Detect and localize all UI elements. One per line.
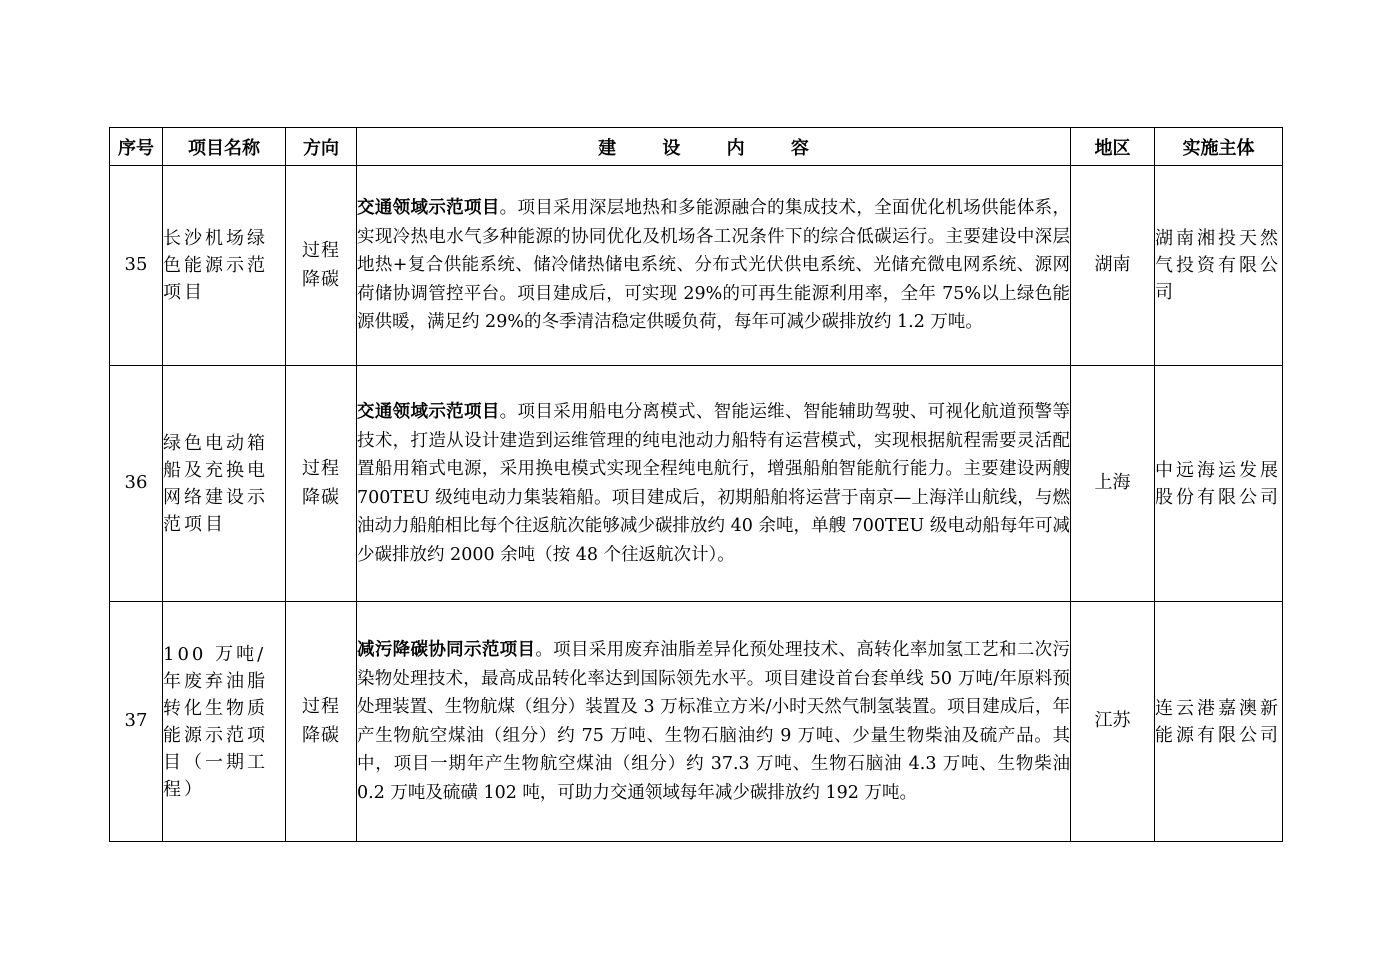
header-index: 序号 xyxy=(110,128,163,166)
table-row xyxy=(110,602,1283,842)
entity-cell: 湖南湘投天然气投资有限公司 xyxy=(1155,166,1283,366)
header-entity: 实施主体 xyxy=(1155,128,1283,166)
table-row xyxy=(110,166,1283,366)
entity-cell: 连云港嘉澳新能源有限公司 xyxy=(1155,602,1283,842)
region-cell: 湖南 xyxy=(1071,166,1155,366)
direction-cell xyxy=(286,366,357,602)
direction-line1: 过程 xyxy=(302,240,340,261)
region-cell: 上海 xyxy=(1071,366,1155,602)
row-index: 35 xyxy=(110,166,163,366)
direction-line2: 降碳 xyxy=(302,486,340,508)
content-lead: 交通领域示范项目 xyxy=(357,198,500,219)
direction-line1: 过程 xyxy=(302,458,340,479)
project-name: 100 万吨/年废弃油脂转化生物质能源示范项目（一期工程） xyxy=(163,602,286,842)
content-body: 。项目采用船电分离模式、智能运维、智能辅助驾驶、可视化航道预警等技术，打造从设计建造到运维管理的纯电池动力船特有运营模式，实现根据航程需要灵活配置船用箱式电源，采用换电模式实现全程纯电航行，增强船舶智能航行能力。主要建设两艘 700TEU 级纯电动力集装箱船。项目建成后，初期船舶将运营于南京—上海洋山航线，与燃油动力船舶相比每个往返航次能够减少碳排放约 40 余吨，单艘 700TEU 级电动船每年可减少碳排放约 2000 余吨（按 48 个往返航次计）。 xyxy=(357,402,1071,565)
table-header-row xyxy=(110,128,1283,166)
project-name: 绿色电动箱船及充换电网络建设示范项目 xyxy=(163,366,286,602)
header-name: 项目名称 xyxy=(163,128,286,166)
direction-line1: 过程 xyxy=(302,696,340,717)
direction-cell xyxy=(286,602,357,842)
direction-line2: 降碳 xyxy=(302,268,340,290)
content-cell xyxy=(357,602,1071,842)
row-index: 37 xyxy=(110,602,163,842)
row-index: 36 xyxy=(110,366,163,602)
content-lead: 减污降碳协同示范项目 xyxy=(357,640,536,660)
content-cell xyxy=(357,166,1071,366)
header-direction: 方向 xyxy=(286,128,357,166)
content-cell xyxy=(357,366,1071,602)
region-cell: 江苏 xyxy=(1071,602,1155,842)
direction-line2: 降碳 xyxy=(302,724,340,746)
header-content: 建 设 内 容 xyxy=(357,128,1071,166)
header-region: 地区 xyxy=(1071,128,1155,166)
project-name: 长沙机场绿色能源示范项目 xyxy=(163,166,286,366)
project-table xyxy=(109,127,1283,842)
content-body: 。项目采用深层地热和多能源融合的集成技术，全面优化机场供能体系，实现冷热电水气多种能源的协同优化及机场各工况条件下的综合低碳运行。主要建设中深层地热+复合供能系统、储冷储热储电系统、分布式光伏供电系统、光储充微电网系统、源网荷储协调管控平台。项目建成后，可实现 29%的可再生能源利用率，全年 75%以上绿色能源供暖，满足约 29%的冬季清洁稳定供暖负荷，每年可减少碳排放约 1.2 万吨。 xyxy=(357,198,1071,333)
content-body: 。项目采用废弃油脂差异化预处理技术、高转化率加氢工艺和二次污染物处理技术，最高成品转化率达到国际领先水平。项目建设首台套单线 50 万吨/年原料预处理装置、生物航煤（组分）装置及 3 万标准立方米/小时天然气制氢装置。项目建成后，年产生物航空煤油（组分）约 75 万吨、生物石脑油约 9 万吨、少量生物柴油及硫产品。其中，项目一期年产生物航空煤油（组分）约 37.3 万吨、生物石脑油 4.3 万吨、生物柴油 0.2 万吨及硫磺 102 吨，可助力交通领域每年减少碳排放约 192 万吨。 xyxy=(357,640,1071,803)
entity-cell: 中远海运发展股份有限公司 xyxy=(1155,366,1283,602)
content-lead: 交通领域示范项目 xyxy=(357,402,500,422)
table-row xyxy=(110,366,1283,602)
direction-cell xyxy=(286,166,357,366)
